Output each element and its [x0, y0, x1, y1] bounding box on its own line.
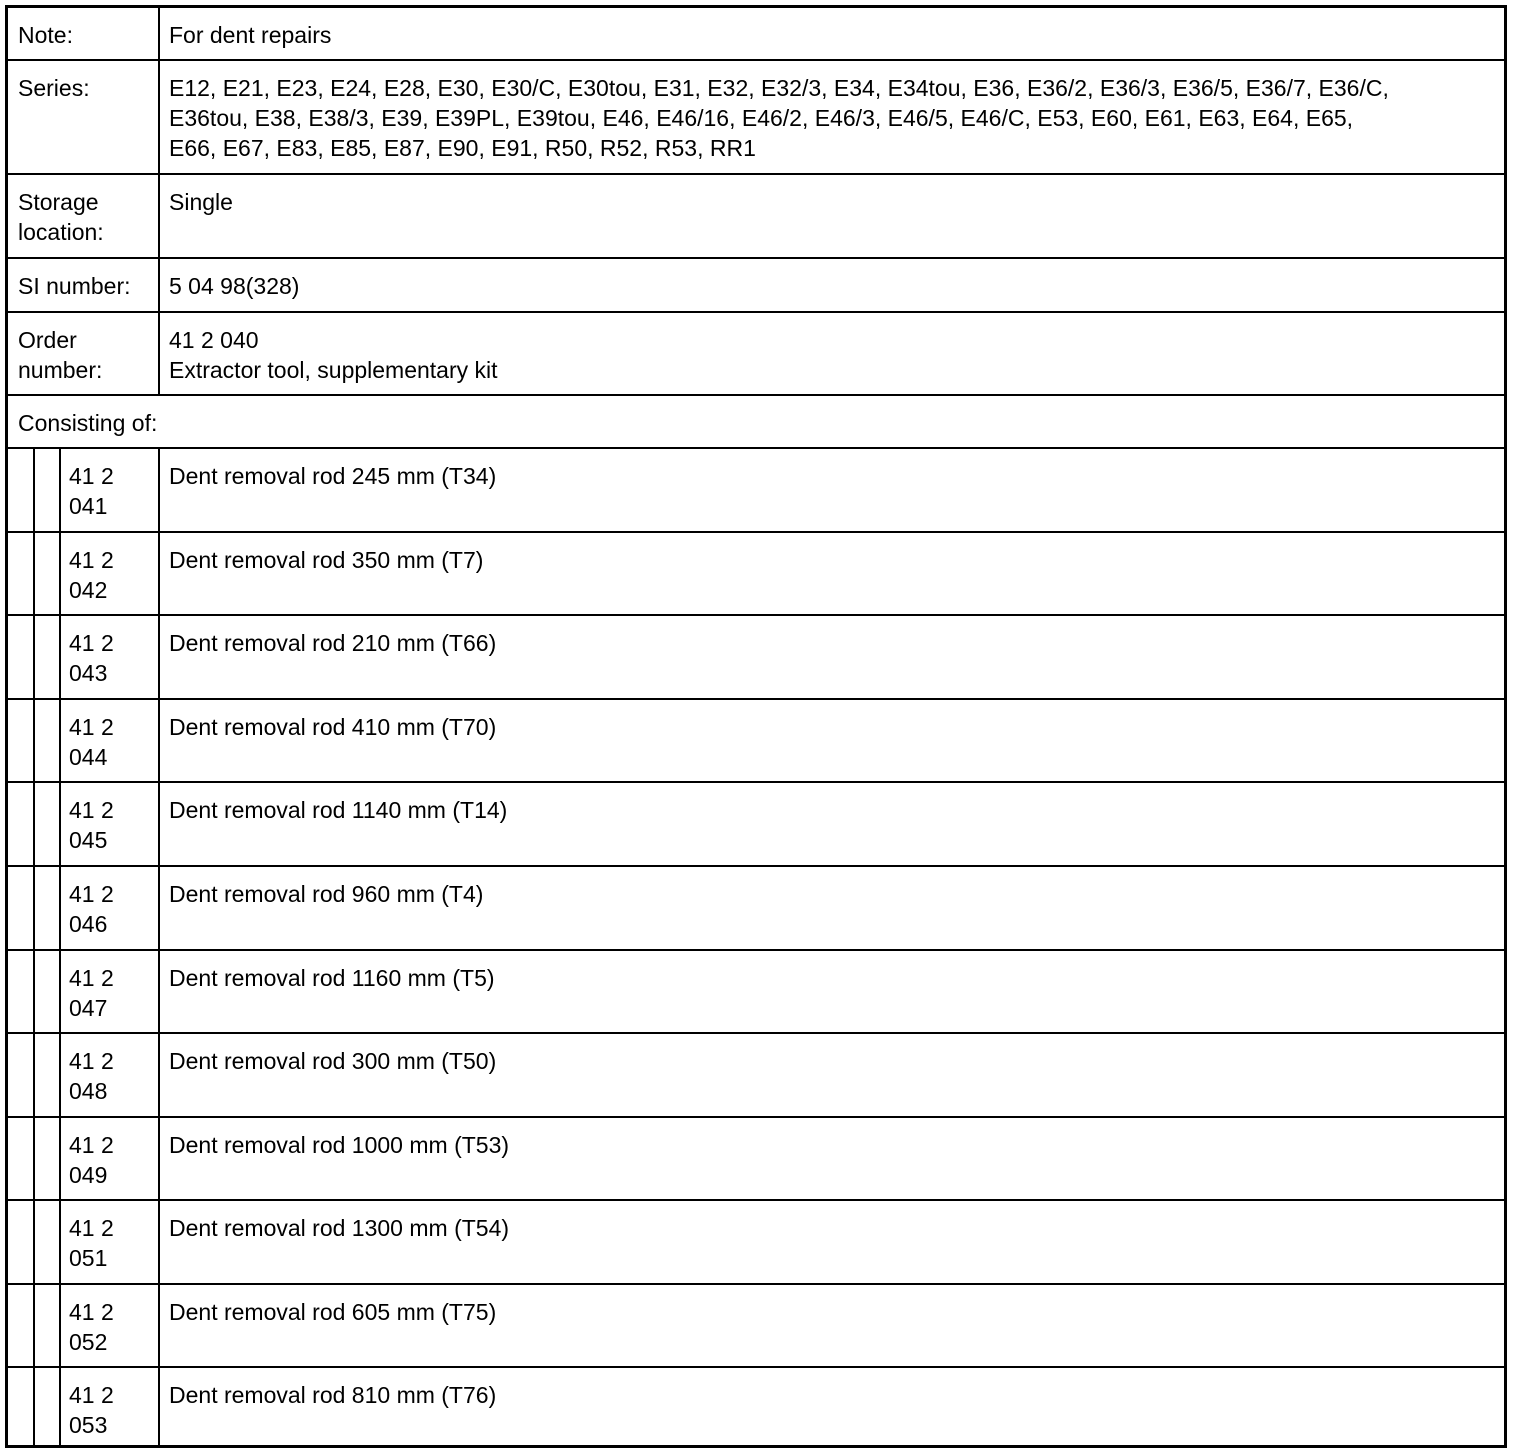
component-description: Dent removal rod 300 mm (T50) [169, 1048, 497, 1074]
component-description: Dent removal rod 350 mm (T7) [169, 547, 484, 573]
spec-label: Note: [18, 22, 73, 48]
spec-label: SI number: [18, 273, 131, 299]
spec-value: 41 2 040 Extractor tool, supplementary kit [169, 327, 498, 383]
component-row [8, 1201, 1504, 1285]
spec-row-storage-location [8, 175, 1504, 259]
spec-row-note [8, 8, 1504, 61]
component-description: Dent removal rod 1300 mm (T54) [169, 1215, 510, 1241]
component-part-number: 41 2 049 [69, 1132, 114, 1188]
component-part-number: 41 2 044 [69, 714, 114, 770]
component-row [8, 700, 1504, 783]
component-description: Dent removal rod 1000 mm (T53) [169, 1132, 510, 1158]
component-part-number: 41 2 043 [69, 630, 114, 686]
component-row [8, 616, 1504, 700]
spec-label: Storage location: [18, 189, 104, 245]
component-part-number: 41 2 053 [69, 1382, 114, 1438]
component-description: Dent removal rod 1160 mm (T5) [169, 965, 495, 991]
component-row [8, 1034, 1504, 1118]
component-part-number: 41 2 048 [69, 1048, 114, 1104]
component-row [8, 783, 1504, 867]
spec-label: Series: [18, 75, 90, 101]
component-row [8, 1285, 1504, 1368]
component-description: Dent removal rod 1140 mm (T14) [169, 797, 508, 823]
component-description: Dent removal rod 605 mm (T75) [169, 1299, 497, 1325]
component-part-number: 41 2 047 [69, 965, 114, 1021]
component-part-number: 41 2 045 [69, 797, 114, 853]
component-part-number: 41 2 046 [69, 881, 114, 937]
component-row [8, 1118, 1504, 1201]
component-description: Dent removal rod 410 mm (T70) [169, 714, 497, 740]
component-description: Dent removal rod 245 mm (T34) [169, 463, 497, 489]
spec-value: 5 04 98(328) [169, 273, 300, 299]
consisting-of-row [8, 396, 1504, 449]
tool-spec-table [5, 5, 1507, 1448]
spec-label: Order number: [18, 327, 103, 383]
spec-row-si-number [8, 259, 1504, 313]
component-description: Dent removal rod 960 mm (T4) [169, 881, 484, 907]
component-description: Dent removal rod 810 mm (T76) [169, 1382, 497, 1408]
spec-row-order-number [8, 313, 1504, 396]
spec-value: For dent repairs [169, 22, 332, 48]
component-part-number: 41 2 042 [69, 547, 114, 603]
spec-value: Single [169, 189, 233, 215]
component-description: Dent removal rod 210 mm (T66) [169, 630, 497, 656]
spec-row-series [8, 61, 1504, 175]
component-part-number: 41 2 051 [69, 1215, 114, 1271]
component-row [8, 1368, 1504, 1445]
consisting-of-label: Consisting of: [18, 410, 158, 436]
component-row [8, 533, 1504, 616]
component-part-number: 41 2 041 [69, 463, 114, 519]
spec-value: E12, E21, E23, E24, E28, E30, E30/C, E30tou, E31, E32, E32/3, E34, E34tou, E36, E36/2, E36/3, E36/5, E36/7, E36/C, E36tou, E38, E38/3, E39, E39PL, E39tou, E46, E46/16, E46/2, E46/3, E46/5, E46/C, E53, E60, E61, E63, E64, E65, E66, E67, E83, E85, E87, E90, E91, R50, R52, R53, RR1 [169, 75, 1389, 161]
component-row [8, 449, 1504, 533]
component-row [8, 867, 1504, 951]
component-part-number: 41 2 052 [69, 1299, 114, 1355]
component-row [8, 951, 1504, 1034]
